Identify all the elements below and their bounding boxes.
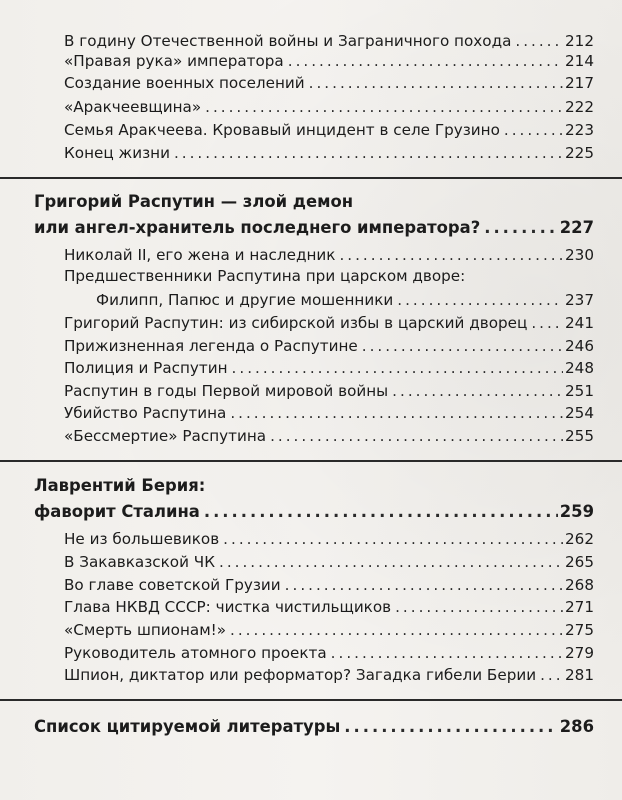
toc-entry-page: 230: [565, 246, 594, 264]
toc-entry-page: 212: [565, 32, 594, 50]
toc-entry: [64, 119, 594, 141]
section-heading: Лаврентий Берия:: [34, 476, 206, 495]
section-heading-entry: [34, 715, 594, 739]
leader-dots: [515, 30, 563, 52]
toc-entry: [64, 664, 594, 686]
toc-entry: [64, 380, 594, 402]
section-heading-title: или ангел-хранитель последнего императора?: [34, 218, 481, 237]
toc-entry-title: Филипп, Папюс и другие мошенники: [96, 291, 394, 309]
toc-entry-page: 275: [565, 621, 594, 639]
toc-entry-title: Конец жизни: [64, 144, 170, 162]
toc-entry-title: Не из большевиков: [64, 530, 220, 548]
toc-entry-page: 241: [565, 314, 594, 332]
section-heading-entry: [34, 216, 594, 240]
toc-entry-page: 217: [565, 74, 594, 92]
toc-entry-title: Григорий Распутин: из сибирской избы в царский дворец: [64, 314, 528, 332]
toc-entry: [64, 142, 594, 164]
toc-entry: [64, 619, 594, 641]
toc-entry-title: Прижизненная легенда о Распутине: [64, 337, 358, 355]
toc-entry-page: 262: [565, 530, 594, 548]
leader-dots: [531, 312, 563, 334]
section-divider: [0, 177, 622, 179]
leader-dots: [219, 551, 563, 573]
toc-entry: [64, 574, 594, 596]
toc-entry-title: Семья Аракчеева. Кровавый инцидент в селе Грузино: [64, 121, 500, 139]
toc-entry-title: Предшественники Распутина при царском дворе:: [64, 267, 466, 285]
toc-entry: [64, 96, 594, 118]
toc-entry-title: Распутин в годы Первой мировой войны: [64, 382, 389, 400]
toc-entry-title: Шпион, диктатор или реформатор? Загадка гибели Берии: [64, 666, 537, 684]
toc-entry-title: Николай II, его жена и наследник: [64, 246, 336, 264]
toc-entry-page: 279: [565, 644, 594, 662]
toc-entry-page: 246: [565, 337, 594, 355]
section-heading: Григорий Распутин — злой демон: [34, 192, 354, 211]
toc-entry-page: 248: [565, 359, 594, 377]
toc-entry-title: Глава НКВД СССР: чистка чистильщиков: [64, 598, 392, 616]
toc-entry: [64, 642, 594, 664]
leader-dots: [362, 335, 563, 357]
leader-dots: [270, 425, 563, 447]
leader-dots: [230, 402, 563, 424]
leader-dots: [331, 642, 563, 664]
leader-dots: [504, 119, 563, 141]
toc-entry: [64, 30, 594, 52]
leader-dots: [344, 715, 557, 739]
toc-entry: [64, 312, 594, 334]
leader-dots: [288, 50, 563, 72]
leader-dots: [392, 380, 563, 402]
section-heading-entry: [34, 500, 594, 524]
toc-entry: [64, 357, 594, 379]
toc-entry-page: 265: [565, 553, 594, 571]
toc-entry-page: 255: [565, 427, 594, 445]
toc-entry-page: 281: [565, 666, 594, 684]
toc-entry-title: «Аракчеевщина»: [64, 98, 202, 116]
toc-entry-title: «Правая рука» императора: [64, 52, 284, 70]
toc-entry: [64, 50, 594, 72]
section-divider: [0, 699, 622, 701]
toc-entry: [64, 72, 594, 94]
leader-dots: [223, 528, 563, 550]
leader-dots: [339, 244, 563, 266]
leader-dots: [205, 96, 563, 118]
toc-entry-page: 254: [565, 404, 594, 422]
toc-entry-page: 222: [565, 98, 594, 116]
section-divider: [0, 460, 622, 462]
bibliography-page: 286: [559, 717, 594, 736]
toc-entry: [64, 528, 594, 550]
toc-entry-title: В годину Отечественной войны и Заграничного похода: [64, 32, 512, 50]
toc-entry-page: 251: [565, 382, 594, 400]
toc-entry-title: Убийство Распутина: [64, 404, 227, 422]
toc-entry-page: 237: [565, 291, 594, 309]
toc-entry-page: 223: [565, 121, 594, 139]
toc-entry-title: В Закавказской ЧК: [64, 553, 215, 571]
leader-dots: [232, 357, 563, 379]
toc-entry-title: Во главе советской Грузии: [64, 576, 281, 594]
toc-entry-title: Создание военных поселений: [64, 74, 305, 92]
toc-entry-page: 271: [565, 598, 594, 616]
toc-entry-page: 214: [565, 52, 594, 70]
toc-entry: [64, 551, 594, 573]
leader-dots: [285, 574, 563, 596]
leader-dots: [540, 664, 563, 686]
toc-entry-title: Полиция и Распутин: [64, 359, 228, 377]
toc-entry: [64, 402, 594, 424]
toc-entry-title: «Бессмертие» Распутина: [64, 427, 267, 445]
toc-entry: [64, 244, 594, 266]
section-heading-title: фаворит Сталина: [34, 502, 200, 521]
toc-entry: [64, 335, 594, 357]
leader-dots: [484, 216, 558, 240]
section-heading-page: 259: [559, 502, 594, 521]
leader-dots: [230, 619, 563, 641]
toc-entry: [64, 596, 594, 618]
bibliography-title: Список цитируемой литературы: [34, 717, 341, 736]
leader-dots: [204, 500, 558, 524]
leader-dots: [174, 142, 563, 164]
toc-entry-title: «Смерть шпионам!»: [64, 621, 227, 639]
leader-dots: [395, 596, 563, 618]
toc-entry-page: 268: [565, 576, 594, 594]
toc-entry-page: 225: [565, 144, 594, 162]
section-heading-page: 227: [559, 218, 594, 237]
toc-entry: [64, 425, 594, 447]
leader-dots: [309, 72, 563, 94]
toc-entry: [96, 289, 594, 311]
leader-dots: [397, 289, 563, 311]
toc-entry-title: Руководитель атомного проекта: [64, 644, 327, 662]
